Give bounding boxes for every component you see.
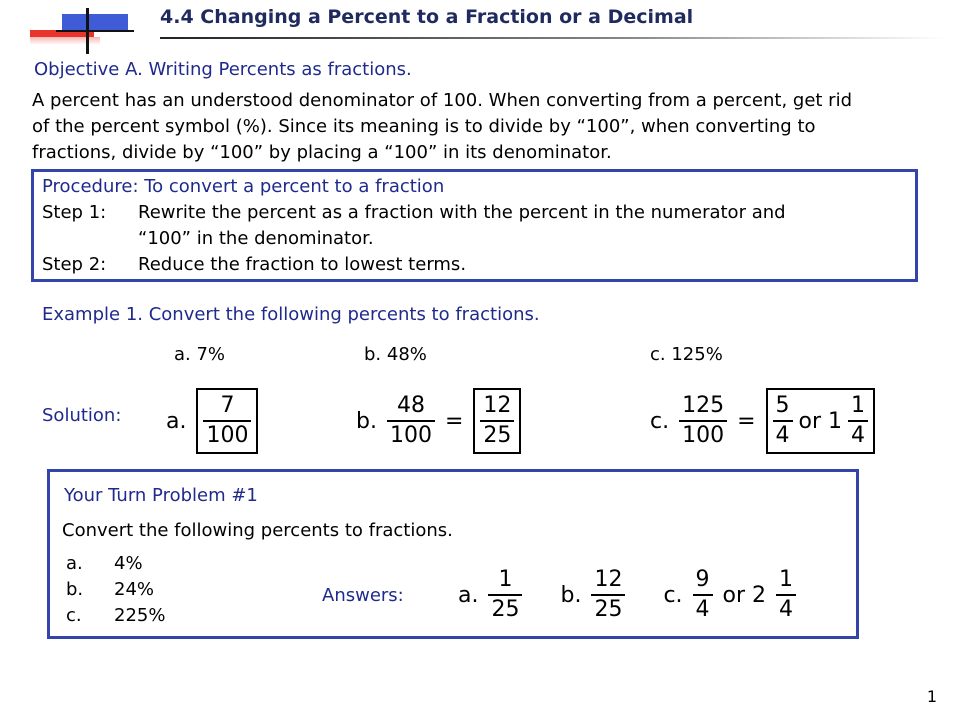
example-heading: Example 1. Convert the following percents to fractions. [42, 304, 540, 325]
your-turn-item-c-value: 225% [114, 605, 166, 626]
solution-c-or: or 1 [798, 408, 843, 434]
solution-c-result: $\frac{5}{4}$ or 1 $\frac{1}{4}$ [766, 388, 876, 454]
solution-b [356, 388, 521, 454]
answer-a-label: a. [458, 582, 479, 608]
page-number: 1 [926, 687, 937, 706]
step-1-line-1: Rewrite the percent as a fraction with the percent in the numerator and [138, 202, 786, 223]
intro-line-1: A percent has an understood denominator of 100. When converting from a percent, get rid [32, 90, 853, 111]
intro-paragraph [32, 88, 912, 166]
answers-row [458, 567, 796, 623]
solution-label: Solution: [42, 405, 122, 426]
solution-a [166, 388, 258, 454]
answers-label: Answers: [322, 585, 404, 606]
solution-a-numerator: 7 [220, 393, 235, 418]
solution-c-fraction: $\frac{125}{100}$ [679, 393, 727, 449]
procedure-title: Procedure: To convert a percent to a fraction [42, 176, 445, 197]
step-1-label: Step 1: [42, 202, 107, 223]
answer-c-mixed-fraction: $\frac{1}{4}$ [776, 567, 796, 623]
answer-c-or: or 2 [722, 582, 767, 608]
example-item-c: c. 125% [650, 344, 723, 365]
step-2-text: Reduce the fraction to lowest terms. [138, 254, 467, 275]
your-turn-instruction: Convert the following percents to fractions. [62, 520, 453, 541]
answer-a-fraction: $\frac{1}{25}$ [488, 567, 522, 623]
step-1-line-2: “100” in the denominator. [138, 228, 374, 249]
answer-c-label: c. [663, 582, 683, 608]
objective-heading: Objective A. Writing Percents as fractions. [34, 59, 412, 80]
example-item-b: b. 48% [364, 344, 427, 365]
solution-a-fraction [196, 388, 258, 454]
your-turn-item-b-label: b. [66, 579, 84, 600]
solution-a-denominator: 100 [206, 423, 249, 448]
your-turn-item-b-value: 24% [114, 579, 155, 600]
step-2-label: Step 2: [42, 254, 107, 275]
your-turn-item-a-value: 4% [114, 553, 143, 574]
solution-c-label: c. [650, 408, 670, 434]
solution-b-equals: = [444, 408, 464, 434]
logo-crosshair-vertical [86, 8, 89, 54]
intro-line-3: fractions, divide by “100” by placing a “100” in its denominator. [32, 142, 612, 163]
answer-b-label: b. [560, 582, 582, 608]
answer-c-fraction: $\frac{9}{4}$ [693, 567, 713, 623]
solution-c [650, 388, 875, 454]
your-turn-item-a-label: a. [66, 553, 83, 574]
solution-a-label: a. [166, 408, 187, 434]
your-turn-item-c-label: c. [66, 605, 82, 626]
page-title: 4.4 Changing a Percent to a Fraction or a Decimal [160, 6, 694, 28]
intro-line-2: of the percent symbol (%). Since its meaning is to divide by “100”, when converting to [32, 116, 816, 137]
header-divider [160, 37, 945, 39]
solution-b-fraction: $\frac{48}{100}$ [387, 393, 435, 449]
logo-blue-bar [62, 14, 128, 30]
your-turn-title: Your Turn Problem #1 [64, 485, 258, 506]
answer-b-fraction: $\frac{12}{25}$ [591, 567, 625, 623]
logo-gradient [30, 37, 100, 45]
example-item-a: a. 7% [174, 344, 226, 365]
solution-c-equals: = [737, 408, 756, 434]
solution-b-label: b. [356, 408, 377, 434]
solution-b-result: $\frac{12}{25}$ [473, 388, 521, 454]
logo-crosshair-horizontal [56, 30, 134, 32]
